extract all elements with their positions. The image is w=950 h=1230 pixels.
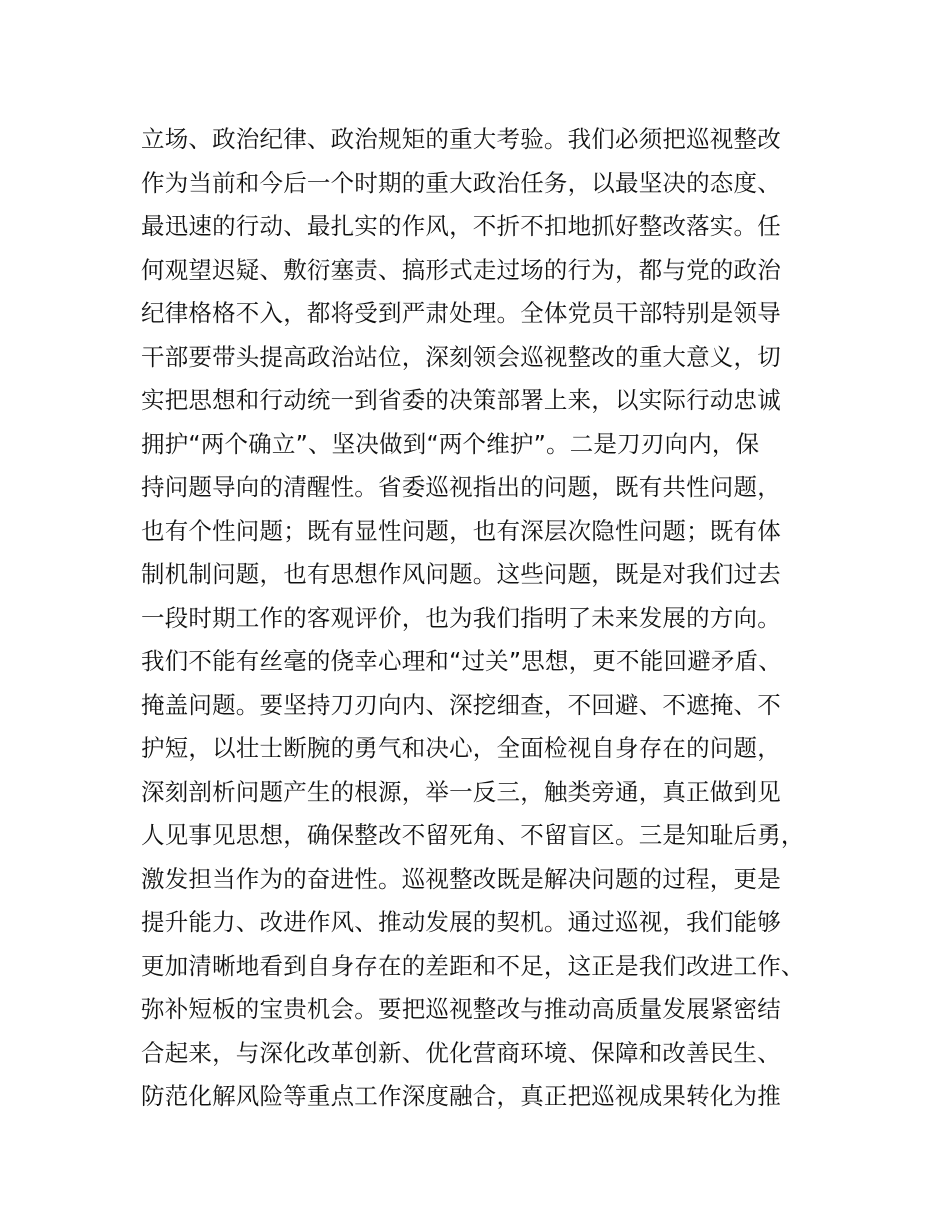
text-line: 何观望迟疑、敷衍塞责、搞形式走过场的行为，都与党的政治: [141, 255, 781, 284]
text-line: 护短，以壮士断腕的勇气和决心，全面检视自身存在的问题，: [141, 734, 781, 762]
text-line: 纪律格格不入，都将受到严肃处理。全体党员干部特别是领导: [141, 299, 781, 327]
text-line: 弥补短板的宝贵机会。要把巡视整改与推动高质量发展紧密结: [141, 995, 781, 1023]
text-line: 激发担当作为的奋进性。巡视整改既是解决问题的过程，更是: [141, 864, 781, 893]
body-text: [141, 118, 841, 1119]
text-line: 持问题导向的清醒性。省委巡视指出的问题，既有共性问题，: [141, 473, 781, 501]
text-line: 作为当前和今后一个时期的重大政治任务，以最坚决的态度、: [141, 168, 781, 197]
text-line: 最迅速的行动、最扎实的作风，不折不扣地抓好整改落实。任: [141, 212, 781, 240]
text-line: 防范化解风险等重点工作深度融合，真正把巡视成果转化为推: [141, 1082, 781, 1110]
text-line: 提升能力、改进作风、推动发展的契机。通过巡视，我们能够: [141, 908, 781, 936]
text-line: 干部要带头提高政治站位，深刻领会巡视整改的重大意义，切: [141, 342, 781, 371]
text-line: 更加清晰地看到自身存在的差距和不足，这正是我们改进工作、: [141, 951, 805, 980]
text-line: 制机制问题，也有思想作风问题。这些问题，既是对我们过去: [141, 560, 781, 588]
text-line: 合起来，与深化改革创新、优化营商环境、保障和改善民生、: [141, 1038, 781, 1067]
text-line: 我们不能有丝毫的侥幸心理和“过关”思想，更不能回避矛盾、: [141, 647, 782, 675]
text-line: 掩盖问题。要坚持刀刃向内、深挖细查，不回避、不遮掩、不: [141, 690, 781, 719]
text-line: 人见事见思想，确保整改不留死角、不留盲区。三是知耻后勇，: [141, 821, 805, 849]
text-line: 立场、政治纪律、政治规矩的重大考验。我们必须把巡视整改: [141, 125, 781, 153]
text-line: 也有个性问题；既有显性问题，也有深层次隐性问题；既有体: [141, 516, 781, 545]
text-line: 拥护“两个确立”、坚决做到“两个维护”。二是刀刃向内，保: [141, 429, 760, 458]
text-line: 深刻剖析问题产生的根源，举一反三，触类旁通，真正做到见: [141, 777, 781, 806]
text-line: 实把思想和行动统一到省委的决策部署上来，以实际行动忠诚: [141, 386, 781, 414]
text-line: 一段时期工作的客观评价，也为我们指明了未来发展的方向。: [141, 603, 781, 632]
